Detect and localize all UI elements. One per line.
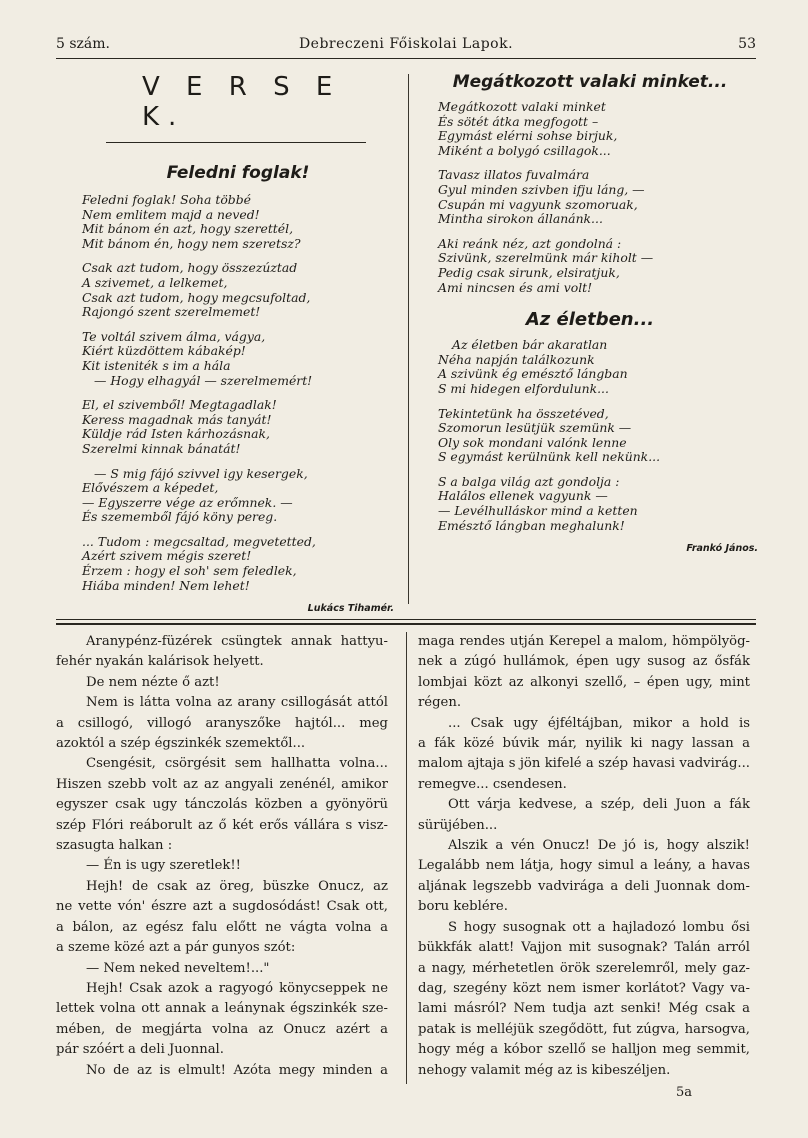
poem-title: Feledni foglak!: [166, 163, 310, 183]
poem-stanza: [422, 407, 758, 465]
poem-line: Küldje rád Isten kárhozásnak,: [82, 426, 270, 442]
prose-line: maga rendes utján Kerepel a malom, hömpölyög-: [418, 634, 750, 649]
poem-line: — Levélhulláskor mind a ketten: [438, 503, 638, 519]
prose-line: a bálon, az egész falu előtt ne vágta volna a: [56, 919, 388, 935]
prose-line: malom ajtaja s jön kifelé a szép havasi vadvirág...: [418, 756, 750, 772]
prose-line: mében, de megjárta volna az Onucz azért a: [56, 1021, 388, 1037]
prose-line: Legalább nem látja, hogy simul a leány, a havas: [418, 858, 750, 874]
prose-line: nek a zúgó hullámok, épen ugy susog az ősfák: [418, 654, 750, 670]
prose-column-divider: [406, 632, 407, 1084]
prose-right-column: [418, 632, 750, 1081]
poem-stanza: [82, 467, 394, 525]
prose-line: lettek volna ott annak a leánynak égszinkék sze-: [56, 1001, 388, 1017]
issue-number: 5 szám.: [56, 36, 110, 52]
poem-line: Mintha sirokon állanánk...: [438, 211, 603, 227]
journal-title: Debreczeni Főiskolai Lapok.: [298, 36, 514, 52]
poem-stanza: [422, 237, 758, 295]
prose-line: egyszer csak ugy tánczolás közben a gyönyörü: [56, 797, 388, 813]
poem-line: Halálos ellenek vagyunk —: [438, 488, 608, 504]
prose-line: aljának legszebb vadvirága a deli Juonnak dom-: [418, 878, 750, 894]
poem-stanza: [82, 535, 394, 593]
prose-line: No de az is elmult! Azóta megy minden a: [86, 1062, 388, 1078]
prose-line: Ott várja kedvese, a szép, deli Juon a fák: [448, 797, 750, 813]
poems-left-column: [82, 66, 394, 614]
prose-line: — Nem neked neveltem!...": [86, 960, 270, 976]
prose-line: dag, szegény közt nem ismer korlátot? Vagy va-: [418, 980, 750, 996]
poem-line: Nem emlitem majd a neved!: [82, 206, 260, 222]
poem-line: S egymást kerülnünk kell nekünk...: [438, 449, 661, 465]
prose-line: régen.: [418, 695, 462, 711]
page-number: 53: [738, 36, 756, 52]
prose-line: a nagy, mérhetetlen örök szerelemről, mely gaz-: [418, 960, 750, 976]
poem-line: El, el szivemből! Megtagadlak!: [82, 397, 277, 413]
poem-line: Elővészem a képedet,: [82, 480, 219, 496]
prose-line: boru keblére.: [418, 899, 508, 915]
poem-line: Emésztő lángban meghalunk!: [438, 517, 625, 533]
poem-line: Érzem : hogy el soh' sem feledlek,: [82, 563, 297, 579]
poem-line: Tekintetünk ha összetéved,: [438, 405, 609, 421]
poem-line: Mit bánom én azt, hogy szerettél,: [82, 221, 294, 237]
prose-line: sürüjében...: [418, 817, 498, 833]
poem-line: Pedig csak sirunk, elsiratjuk,: [438, 264, 620, 280]
prose-line: lombjai közt az alkonyi szellő, – épen ugy, mint: [418, 674, 750, 690]
prose-line: — Én is ugy szeretlek!!: [86, 858, 241, 874]
poem-line: Ami nincsen és ami volt!: [438, 279, 593, 295]
prose-line: Csengésit, csörgésit sem hallhatta volna...: [86, 756, 388, 772]
poem-line: Kit isteniték s im a hála: [82, 357, 231, 373]
prose-line: S hogy susognak ott a hajladozó lombu ősi: [448, 919, 750, 935]
author-signature: Frankó János.: [686, 543, 758, 555]
prose-line: pár szóért a deli Juonnal.: [56, 1042, 224, 1058]
poem-line: — Egyszerre vége az erőmnek. —: [82, 494, 293, 510]
poem-line: Tavasz illatos fuvalmára: [438, 167, 590, 183]
poem-line: Kiért küzdöttem kábakép!: [82, 343, 246, 359]
prose-line: De nem nézte ő azt!: [86, 674, 220, 690]
prose-line: a csillogó, villogó aranyszőke hajtól... meg: [56, 715, 388, 731]
prose-line: remegve... csendesen.: [418, 776, 567, 792]
poem-line: A szivünk ég emésztő lángban: [438, 366, 628, 382]
prose-line: Hejh! Csak azok a ragyogó könycseppek ne: [86, 980, 388, 996]
poem-column-divider: [408, 74, 409, 604]
prose-line: Alszik a vén Onucz! De jó is, hogy alszik!: [448, 838, 750, 854]
poem-line: Csupán mi vagyunk szomoruak,: [438, 196, 638, 212]
prose-line: ne vette vón' észre azt a sugdosódást! Csak ott,: [56, 899, 388, 915]
section-title: V E R S E K.: [142, 72, 342, 132]
prose-line: fehér nyakán kalárisok helyett.: [56, 654, 264, 670]
poem-title: Megátkozott valaki minket...: [452, 72, 728, 92]
prose-line: Nem is látta volna az arany csillogását attól: [86, 695, 388, 711]
poem-line: Csak azt tudom, hogy összezúztad: [82, 260, 298, 276]
poem-line: Oly sok mondani valónk lenne: [438, 434, 627, 450]
poems-right-column: [422, 66, 758, 554]
author-signature: Lukács Tihamér.: [307, 603, 394, 615]
prose-line: hogy még a kóbor szellő se halljon meg semmit,: [418, 1042, 750, 1058]
header-rule: [56, 58, 756, 59]
prose-line: nehogy valamit még az is kibeszéljen.: [418, 1062, 671, 1078]
poem-line: Gyul minden szivben ifju láng, —: [438, 181, 645, 197]
poem-stanza: [82, 261, 394, 319]
poem-line: S mi hidegen elfordulunk...: [438, 380, 609, 396]
poem-line: A szivemet, a lelkemet,: [82, 274, 228, 290]
poem-line: Feledni foglak! Soha többé: [82, 192, 252, 207]
poem-line: Azért szivem mégis szeret!: [82, 548, 252, 564]
poem-line: Megátkozott valaki minket: [438, 99, 606, 114]
poem-line: ... Tudom : megcsaltad, megvetetted,: [82, 533, 316, 549]
poem-line: Szomorun lesütjük szemünk —: [438, 420, 632, 436]
poem-line: És szememből fájó köny pereg.: [82, 509, 278, 525]
poem-line: Néha napján találkozunk: [438, 351, 595, 367]
prose-line: ... Csak ugy éjféltájban, mikor a hold is: [448, 715, 750, 731]
printer-signature-mark: 5a: [676, 1085, 693, 1100]
poem-line: Keress magadnak más tanyát!: [82, 411, 272, 427]
prose-line: a szeme közé azt a pár gunyos szót:: [56, 940, 296, 956]
prose-line: Hiszen szebb volt az az angyali zenénél, amikor: [56, 776, 388, 792]
poem-line: Az életben bár akaratlan: [452, 337, 608, 353]
prose-line: patak is melléjük szegődött, fut zúgva, harsogva,: [418, 1021, 750, 1037]
poem-stanza: [422, 475, 758, 533]
poem-line: — Hogy elhagyál — szerelmemért!: [94, 372, 313, 388]
prose-line: Aranypénz-füzérek csüngtek annak hattyu-: [86, 634, 388, 649]
poem-line: Rajongó szent szerelmemet!: [82, 304, 261, 320]
prose-line: Hejh! de csak az öreg, büszke Onucz, az: [86, 878, 388, 894]
poem-line: Mit bánom én, hogy nem szeretsz?: [82, 235, 301, 251]
poem-stanza: [422, 338, 758, 396]
prose-line: lami másról? Nem tudja azt senki! Még csak a: [418, 1001, 750, 1017]
poem-line: Aki reánk néz, azt gondolná :: [438, 235, 622, 251]
poem-stanza: [422, 168, 758, 226]
poem-stanza: [82, 330, 394, 388]
prose-left-column: [56, 632, 388, 1081]
poem-line: Te voltál szivem álma, vágya,: [82, 328, 266, 344]
prose-line: szép Flóri reáborult az ő két erős vállára s visz-: [56, 817, 388, 833]
poem-line: S a balga világ azt gondolja :: [438, 473, 620, 489]
section-rule: [106, 142, 366, 143]
poem-line: Miként a bolygó csillagok...: [438, 142, 611, 158]
section-double-rule: [56, 619, 756, 620]
prose-line: bükkfák alatt! Vajjon mit susognak? Talán arról: [418, 940, 750, 956]
prose-line: szasugta halkan :: [56, 838, 173, 854]
poem-line: — S mig fájó szivvel igy kesergek,: [94, 465, 308, 481]
prose-line: azoktól a szép égszinkék szemektől...: [56, 736, 306, 752]
poem-line: Szerelmi kinnak bánatát!: [82, 440, 241, 456]
poem-line: Egymást elérni sohse birjuk,: [438, 128, 618, 144]
poem-stanza: [422, 100, 758, 158]
running-header: [56, 34, 756, 56]
poem-line: Hiába minden! Nem lehet!: [82, 577, 250, 593]
section-double-rule: [56, 623, 756, 625]
poem-line: Szivünk, szerelmünk már kiholt —: [438, 250, 654, 266]
poem-stanza: [82, 193, 394, 251]
poem-stanza: [82, 398, 394, 456]
poem-line: Csak azt tudom, hogy megcsufoltad,: [82, 289, 311, 305]
poem-line: És sötét átka megfogott –: [438, 113, 599, 129]
prose-line: a fák közé búvik már, nyilik ki nagy lassan a: [418, 736, 750, 752]
poem-title: Az életben...: [525, 309, 655, 331]
